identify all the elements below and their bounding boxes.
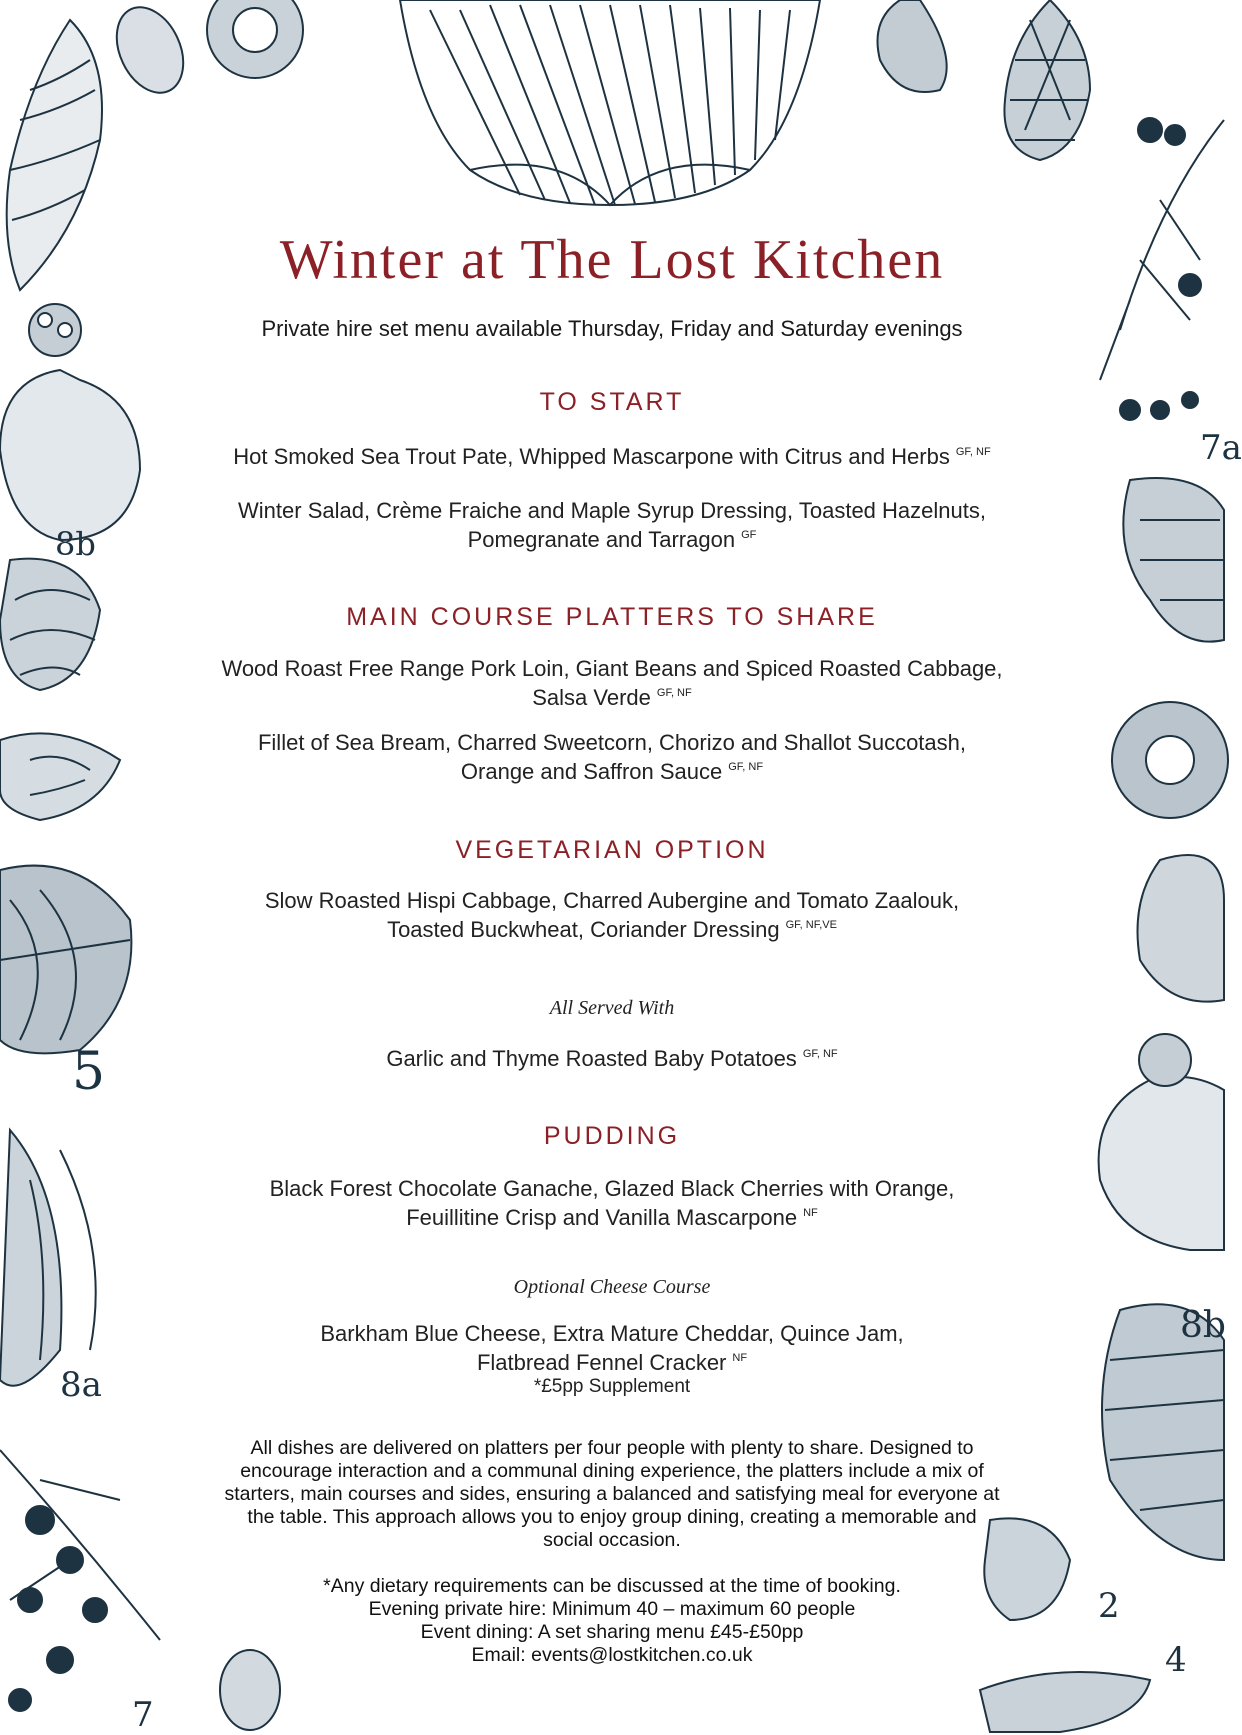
dish-item	[200, 1176, 1024, 1230]
supplement-note: *£5pp Supplement	[533, 1376, 691, 1397]
dietary-tags: GF, NF	[656, 687, 692, 699]
dietary-tags: GF, NF	[955, 446, 991, 458]
dish-item	[200, 888, 1024, 942]
plate-number: 8a	[60, 1365, 102, 1405]
dietary-tags: GF, NF	[728, 761, 764, 773]
section-heading-vegetarian: VEGETARIAN OPTION	[455, 836, 769, 864]
dish-item	[200, 656, 1024, 710]
berries-icon	[0, 1450, 160, 1711]
page-subtitle: Private hire set menu available Thursday, Friday and Saturday evenings	[261, 316, 963, 341]
plate-number: 4	[1165, 1640, 1187, 1680]
dish-line: Salsa Verde	[532, 685, 651, 710]
page-title: Winter at The Lost Kitchen	[279, 229, 945, 291]
section-heading-cheese: Optional Cheese Course	[513, 1276, 711, 1298]
dietary-tags: GF, NF,VE	[785, 919, 837, 931]
plate-number: 7a	[1200, 428, 1242, 468]
dietary-note: *Any dietary requirements can be discussed at the time of booking.	[323, 1575, 901, 1597]
dietary-tags: GF, NF	[802, 1048, 838, 1060]
dish-line: Barkham Blue Cheese, Extra Mature Cheddar, Quince Jam,	[320, 1321, 904, 1346]
dish-line: Pomegranate and Tarragon	[467, 527, 736, 552]
dietary-tags: NF	[803, 1207, 818, 1219]
dish-item	[200, 440, 1024, 469]
dish-line: Toasted Buckwheat, Coriander Dressing	[387, 917, 780, 942]
juniper-branch-icon	[1100, 118, 1224, 420]
plate-number: 5	[72, 1042, 106, 1102]
dish-item	[200, 1321, 1024, 1399]
booking-footer	[200, 1575, 1024, 1667]
section-heading-pudding: PUDDING	[543, 1122, 681, 1150]
dietary-tags: NF	[732, 1352, 748, 1364]
dish-line: Hot Smoked Sea Trout Pate, Whipped Mascarpone with Citrus and Herbs	[233, 444, 950, 469]
dish-item	[200, 1042, 1024, 1071]
section-heading-to-start: TO START	[539, 388, 685, 416]
section-heading-main: MAIN COURSE PLATTERS TO SHARE	[346, 603, 878, 631]
plate-number: 7	[132, 1695, 154, 1735]
sharing-notes: All dishes are delivered on platters per four people with plenty to share. Designed to encourage interaction and a communal dining experience, the platters include a mix of starters, main courses and sides, ensuring a balanced and satisfying meal for everyone at the table. This approach allows you to enjoy group dining, creating a memorable and social occasion.	[224, 1437, 1000, 1551]
dish-line: Wood Roast Free Range Pork Loin, Giant Beans and Spiced Roasted Cabbage,	[221, 656, 1003, 681]
pine-cone-icon	[7, 20, 102, 290]
dish-line: Fillet of Sea Bream, Charred Sweetcorn, Chorizo and Shallot Succotash,	[257, 730, 967, 755]
scallop-shell-icon	[400, 0, 820, 205]
dish-line: Flatbread Fennel Cracker	[476, 1350, 727, 1375]
dish-line: Winter Salad, Crème Fraiche and Maple Syrup Dressing, Toasted Hazelnuts,	[238, 498, 986, 523]
contact-email: Email: events@lostkitchen.co.uk	[471, 1644, 753, 1666]
dish-line: Orange and Saffron Sauce	[460, 759, 723, 784]
dietary-tags: GF	[741, 529, 757, 541]
dish-line: Garlic and Thyme Roasted Baby Potatoes	[386, 1046, 797, 1071]
dish-line: Feuillitine Crisp and Vanilla Mascarpone	[406, 1205, 798, 1230]
plate-number: 2	[1098, 1586, 1120, 1626]
section-heading-served-with: All Served With	[549, 997, 675, 1019]
dish-line: Slow Roasted Hispi Cabbage, Charred Aubergine and Tomato Zaalouk,	[264, 888, 960, 913]
fig-icon	[0, 304, 140, 540]
dish-item	[200, 730, 1024, 784]
dish-item	[200, 498, 1024, 552]
dish-line: Black Forest Chocolate Ganache, Glazed Black Cherries with Orange,	[269, 1176, 955, 1201]
event-dining-note: Event dining: A set sharing menu £45-£50pp	[420, 1621, 804, 1643]
plate-number: 8b	[55, 525, 96, 563]
plate-number: 8b	[1180, 1305, 1226, 1346]
private-hire-note: Evening private hire: Minimum 40 – maximum 60 people	[368, 1598, 856, 1620]
